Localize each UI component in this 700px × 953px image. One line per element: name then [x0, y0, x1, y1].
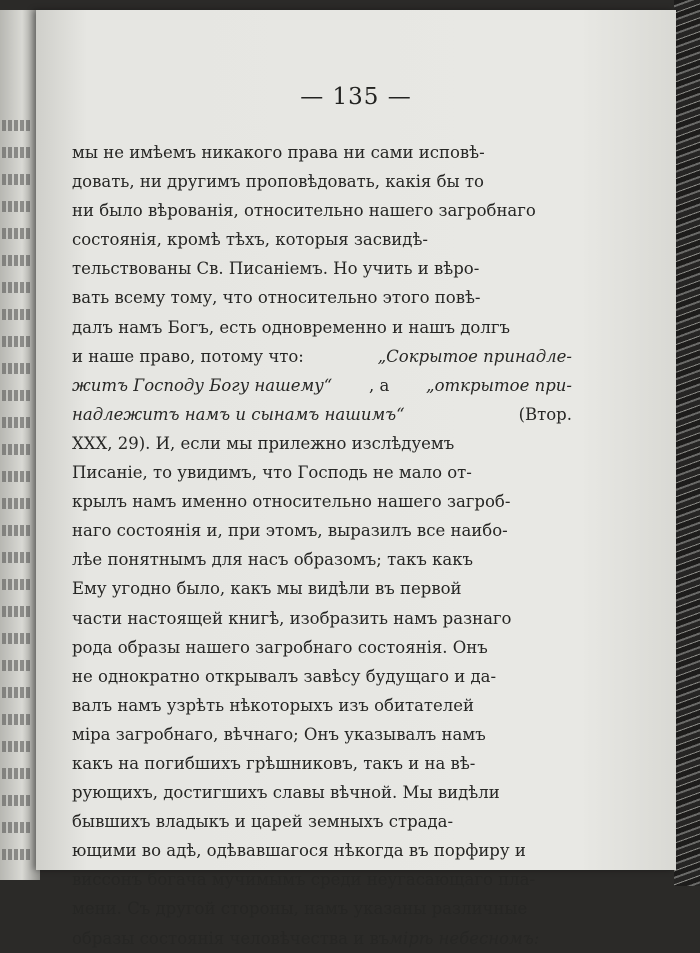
text-run: наго состоянія и, при этомъ, выразилъ все наибо- [72, 521, 508, 541]
italic-quote: мірѣ небесномъ: [389, 928, 540, 948]
facing-page-text-fragment [2, 741, 32, 752]
facing-page-text-fragment [2, 282, 32, 293]
text-run: виссонъ богача мучимымъ среди неугасающаго пла- [72, 870, 536, 890]
text-run: какъ на погибшихъ грѣшниковъ, такъ и на вѣ- [72, 753, 476, 773]
text-line [72, 662, 572, 691]
text-line [72, 400, 572, 429]
text-line [72, 545, 572, 574]
facing-page-text-fragment [2, 444, 32, 455]
facing-page-text-fragment [2, 201, 32, 212]
text-run: (Втор. [518, 404, 572, 424]
text-run: Писаніе, то увидимъ, что Господь не мало от- [72, 463, 472, 483]
facing-page-text-fragment [2, 120, 32, 131]
text-line [72, 574, 572, 603]
text-line [72, 313, 572, 342]
facing-page-text-fragment [2, 147, 32, 158]
text-line [72, 458, 572, 487]
text-line [72, 429, 572, 458]
facing-page-text-fragment [2, 687, 32, 698]
facing-page-text-fragment [2, 471, 32, 482]
text-line [72, 138, 572, 167]
text-run: мы не имѣемъ никакого права ни сами исповѣ- [72, 143, 485, 162]
facing-page-text-fragment [2, 255, 32, 266]
facing-page-text-fragment [2, 660, 32, 671]
text-run: образы состоянія человѣчества и въ [72, 928, 390, 948]
text-run: далъ намъ Богъ, есть одновременно и нашъ долгъ [72, 317, 510, 337]
text-run: тельствованы Св. Писаніемъ. Но учить и вѣро- [72, 259, 480, 279]
text-line [72, 283, 572, 312]
book-binding [674, 0, 700, 886]
page-number: — 135 — [300, 84, 412, 110]
facing-page-text-fragment [2, 309, 32, 320]
facing-page-text-fragment [2, 363, 32, 374]
italic-quote: „открытое при- [426, 375, 572, 395]
text-line [72, 516, 572, 545]
facing-page-text-fragment [2, 336, 32, 347]
text-run: лѣе понятнымъ для насъ образомъ; такъ какъ [72, 550, 474, 570]
italic-quote: „Сокрытое принадле- [377, 346, 572, 366]
facing-page-text-fragment [2, 498, 32, 509]
text-line [72, 836, 572, 865]
facing-page-text-fragment [2, 849, 32, 860]
facing-page-text-fragment [2, 417, 32, 428]
text-run: валъ намъ узрѣть нѣкоторыхъ изъ обитателей [72, 695, 475, 715]
text-run: части настоящей книгѣ, изобразить намъ разнаго [72, 608, 512, 628]
text-line [72, 691, 572, 720]
text-line [72, 371, 572, 400]
text-line [72, 749, 572, 778]
text-line [72, 778, 572, 807]
facing-page-text-fragment [2, 822, 32, 833]
text-run: и наше право, потому что: [72, 346, 304, 366]
text-run: ни было вѣрованія, относительно нашего загробнаго [72, 201, 536, 221]
facing-page-text-fragment [2, 633, 32, 644]
text-line [72, 633, 572, 662]
text-line [72, 225, 572, 254]
text-run: рующихъ, достигшихъ славы вѣчной. Мы видѣли [72, 783, 500, 803]
body-text [72, 138, 572, 953]
text-run: бывшихъ владыкъ и царей земныхъ страда- [72, 812, 454, 832]
facing-page-text-fragment [2, 714, 32, 725]
facing-page-text-fragment [2, 228, 32, 239]
text-line [72, 342, 572, 371]
text-run: мени. Съ другой стороны, намъ указаны различные [72, 899, 528, 919]
facing-page-text-fragment [2, 174, 32, 185]
text-run: , а [368, 375, 390, 395]
text-line [72, 254, 572, 283]
book-page [36, 10, 676, 948]
text-line [72, 807, 572, 836]
text-line [72, 487, 572, 516]
text-run: крылъ намъ именно относительно нашего загроб- [72, 492, 511, 512]
text-line [72, 167, 572, 196]
text-line [72, 894, 572, 923]
text-run: міра загробнаго, вѣчнаго; Онъ указывалъ намъ [72, 724, 486, 744]
facing-page-text-fragment [2, 606, 32, 617]
text-line [72, 865, 572, 894]
facing-page-text-fragment [2, 525, 32, 536]
facing-page-edge [0, 10, 40, 880]
text-line [72, 924, 572, 953]
text-line [72, 196, 572, 225]
text-run: вать всему тому, что относительно этого повѣ- [72, 288, 481, 308]
text-run: состоянія, кромѣ тѣхъ, которыя засвидѣ- [72, 230, 428, 250]
text-run: ХХХ, 29). И, если мы прилежно изслѣдуемъ [72, 433, 455, 453]
text-run: довать, ни другимъ проповѣдовать, какія бы то [72, 172, 484, 192]
italic-quote: надлежитъ намъ и сынамъ нашимъ“ [72, 404, 405, 424]
text-line [72, 720, 572, 749]
facing-page-text-fragment [2, 579, 32, 590]
facing-page-text-fragment [2, 795, 32, 806]
facing-page-text-fragment [2, 390, 32, 401]
text-line [72, 604, 572, 633]
text-run: ющими во адѣ, одѣвавшагося нѣкогда въ порфиру и [72, 841, 526, 861]
facing-page-text-fragment [2, 552, 32, 563]
text-run: не однократно открывалъ завѣсу будущаго и да- [72, 666, 497, 686]
text-run: рода образы нашего загробнаго состоянія. Онъ [72, 637, 488, 657]
text-run: Ему угодно было, какъ мы видѣли въ первой [72, 579, 462, 599]
facing-page-text-fragment [2, 768, 32, 779]
italic-quote: житъ Господу Богу нашему“ [72, 375, 333, 395]
